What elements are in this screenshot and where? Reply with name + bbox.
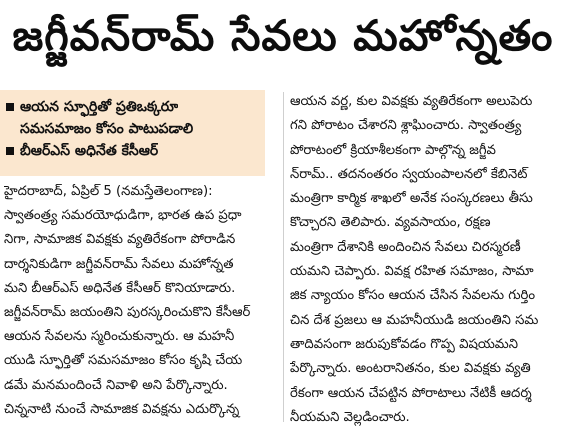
highlight-line: సమసమాజం కోసం పాటుపడాలి — [20, 121, 194, 137]
body-line: గని పోరాటం చేశారని శ్లాఘించారు. స్వాతంత్ర్య — [290, 118, 522, 134]
body-line: జిక న్యాయం కోసం ఆయన చేసిన సేవలను గుర్తిం — [290, 288, 536, 304]
body-line: నిగా, సామాజిక వివక్షకు వ్యతిరేకంగా పోరాడిన — [4, 232, 236, 248]
highlight-item — [6, 140, 257, 162]
body-line: మని బీఆర్‌ఎస్ అధినేత కేసీఆర్ కొనియాడారు. — [4, 280, 236, 296]
body-line: మంత్రిగా కార్మిక శాఖలో అనేక సంస్కరణలు తీసు — [290, 191, 533, 207]
body-line: యుడి స్ఫూర్తితో సమసమాజం కోసం కృషి చేయ — [4, 353, 243, 369]
highlight-box — [0, 90, 265, 176]
column-divider — [283, 92, 284, 422]
body-line: చిన్ననాటి నుంచే సామాజిక వివక్షను ఎదుర్కొన్న — [4, 401, 240, 417]
body-line: న్‌రామ్.. తదనంతరం స్వయంపాలనలో కేబినెట్ — [290, 166, 528, 182]
headline: జగ్జీవన్‌రామ్ సేవలు మహోన్నతం — [12, 11, 554, 60]
body-line: ఆయన వర్ణ, కుల వివక్షకు వ్యతిరేకంగా అలుపెరు — [290, 94, 533, 109]
body-line: దార్శనికుడిగా జగ్జీవన్‌రామ్ సేవలు మహోన్నత — [4, 256, 234, 272]
highlight-item-continuation — [6, 118, 257, 140]
square-bullet-icon — [6, 103, 14, 111]
body-line: రేకంగా ఆయన చేపట్టిన పోరాటాలు నేటికీ ఆదర్శ — [290, 385, 532, 401]
body-line: జగ్జీవన్‌రామ్ జయంతిని పురస్కరించుకొని కేసీఆర్ — [4, 305, 251, 321]
highlight-line: బీఆర్‌ఎస్ అధినేత కేసీఆర్ — [20, 143, 159, 159]
article-body-left-column — [4, 180, 278, 422]
article-body-right-column — [290, 90, 562, 430]
body-line: యమని చెప్పారు. వివక్ష రహిత సమాజం, సామా — [290, 264, 534, 280]
body-line: స్వాతంత్ర్య సమరయోధుడిగా, భారత ఉప ప్రధా — [4, 208, 242, 224]
highlight-line: ఆయన స్ఫూర్తితో ప్రతిఒక్కరూ — [20, 99, 179, 115]
body-line: మంత్రిగా దేశానికి అందించిన సేవలు చిరస్మరణీ — [290, 239, 521, 255]
body-line: పోరాటంలో క్రియాశీలకంగా పాల్గొన్న జగ్జీవ — [290, 142, 496, 158]
square-bullet-icon — [6, 147, 14, 155]
body-line: డమే మనమందించే నివాళి అని పేర్కొన్నారు. — [4, 377, 228, 393]
dateline: హైదరాబాద్, ఏప్రిల్ 5 (నమస్తేతెలంగాణ): — [4, 184, 213, 199]
body-line: ఆయన సేవలను స్మరించుకున్నారు. ఆ మహనీ — [4, 329, 235, 345]
highlight-item — [6, 96, 257, 118]
body-line: పేర్కొన్నారు. అంటరానితనం, కుల వివక్షకు వ్యతి — [290, 361, 531, 377]
body-line: తాదివసంగా జరుపుకోవడం గొప్ప విషయమని — [290, 336, 519, 352]
body-line: చిన దేశ ప్రజలు ఆ మహనీయుడి జయంతిని సమ — [290, 312, 539, 328]
body-line: నీయమని వెల్లడించారు. — [290, 409, 410, 425]
body-line: కొచ్చారని తెలిపారు. వ్యవసాయం, రక్షణ — [290, 215, 491, 231]
